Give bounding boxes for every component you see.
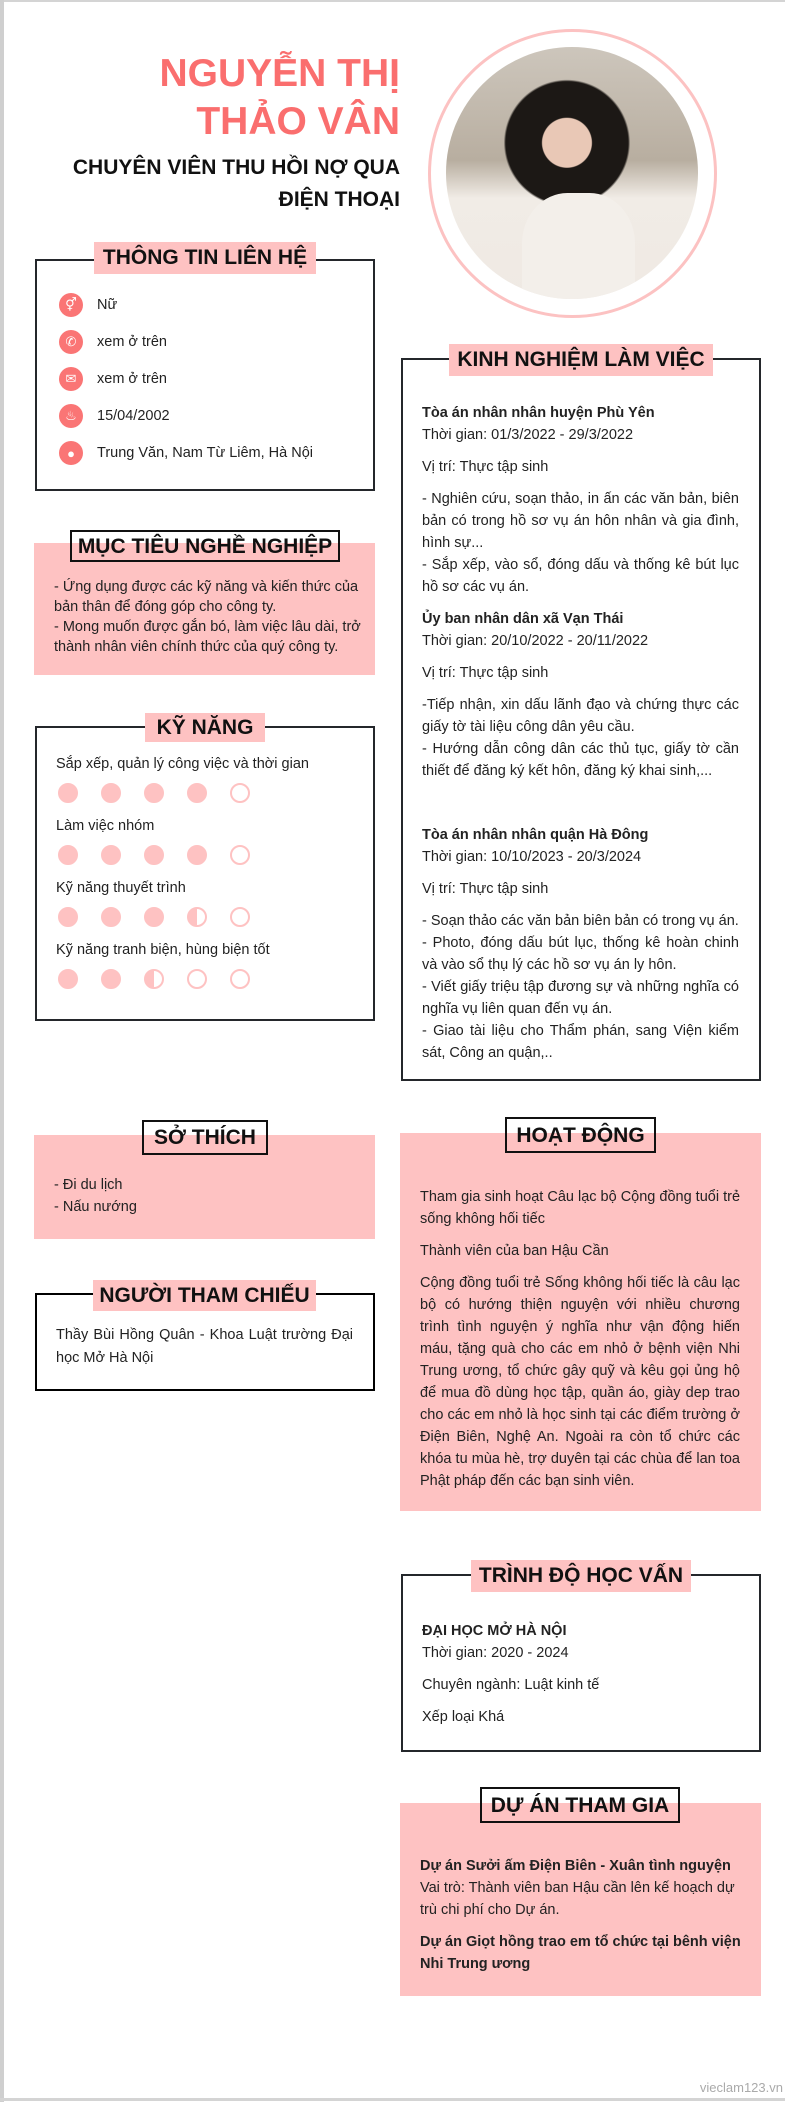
rating-dot (101, 907, 121, 927)
projects-heading: DỰ ÁN THAM GIA (480, 1787, 680, 1823)
experience-heading: KINH NGHIỆM LÀM VIỆC (449, 344, 713, 376)
references-heading: NGƯỜI THAM CHIẾU (93, 1280, 316, 1311)
gender-icon: ⚥ (59, 293, 83, 317)
rating-dot (101, 783, 121, 803)
rating-dot (230, 845, 250, 865)
phone-icon: ✆ (59, 330, 83, 354)
job-desc: - Hướng dẫn công dân các thủ tục, giấy tờ cần thiết để đăng ký kết hôn, đăng ký khai sinh,... (422, 741, 739, 779)
job-desc: - Giao tài liệu cho Thẩm phán, sang Viện kiểm sát, Công an quận,.. (422, 1023, 739, 1061)
objective-text (54, 577, 364, 657)
skills-heading: KỸ NĂNG (145, 713, 265, 742)
activity-paragraph: Cộng đồng tuổi trẻ Sống không hối tiếc là câu lạc bộ có hướng thiện nguyện với nhiều chương trình tình nguyện ý nghĩa như vận động hiến máu, tặng quà cho các em nhỏ ở bệnh viện Nhi Trung ương, tổ chức gây quỹ và kêu gọi ủng hộ để mua đồ dùng học tập, quần áo, giày dep trao cho các em nhỏ là học sinh tại các điểm trường ở Điện Biên, Nghệ An. Ngoài ra còn tổ chức các khóa tu mùa hè, trợ duyên tại các chùa để lan toa Phật pháp đến các bạn sinh viên. (420, 1275, 740, 1489)
skill-rating (58, 969, 250, 989)
rating-dot (101, 845, 121, 865)
rating-dot (230, 907, 250, 927)
job-desc: - Soạn thảo các văn bản biên bản có trong vụ án. (422, 913, 739, 929)
project-title: Dự án Sưởi ấm Điện Biên - Xuân tình nguyện (420, 1858, 731, 1874)
rating-dot (144, 969, 164, 989)
education-major: Chuyên ngành: Luật kinh tế (422, 1677, 600, 1693)
job-time: Thời gian: 10/10/2023 - 20/3/2024 (422, 849, 642, 865)
contact-email: ✉ xem ở trên (59, 366, 167, 392)
hobby-item: - Đi du lịch (54, 1177, 123, 1193)
school-name: ĐẠI HỌC MỞ HÀ NỘI (422, 1623, 567, 1639)
job-position: Vị trí: Thực tập sinh (422, 665, 549, 681)
job-org: Ủy ban nhân dân xã Vạn Thái (422, 611, 624, 627)
skill-rating (58, 783, 250, 803)
rating-dot (230, 783, 250, 803)
skill-rating (58, 907, 250, 927)
skill-label: Làm việc nhóm (56, 818, 155, 834)
objective-line: - Ứng dụng được các kỹ năng và kiến thức của bản thân để đóng góp cho công ty. (54, 579, 359, 615)
job-desc: - Viết giấy triệu tập đương sự và những nghĩa có nghĩa vụ liên quan đến vụ án. (422, 979, 739, 1017)
skill-label: Kỹ năng tranh biện, hùng biện tốt (56, 942, 270, 958)
education-grade: Xếp loại Khá (422, 1709, 505, 1725)
projects-list (420, 1855, 742, 1975)
education-details (422, 1620, 739, 1728)
education-time: Thời gian: 2020 - 2024 (422, 1645, 569, 1661)
avatar (446, 47, 698, 299)
candidate-name: NGUYỄN THỊ THẢO VÂN (159, 52, 400, 143)
job-title: CHUYÊN VIÊN THU HỒI NỢ QUA ĐIỆN THOẠI (72, 156, 400, 211)
rating-dot (144, 845, 164, 865)
activity-paragraph: Tham gia sinh hoạt Câu lạc bộ Cộng đồng tuổi trẻ sống không hối tiếc (420, 1189, 741, 1227)
objective-heading: MỤC TIÊU NGHỀ NGHIỆP (70, 530, 340, 562)
job-desc: -Tiếp nhận, xin dấu lãnh đạo và chứng thực các giấy tờ tài liệu công dân yêu cầu. (422, 697, 739, 735)
job-desc: - Nghiên cứu, soạn thảo, in ấn các văn bản, biên bản có trong hồ sơ vụ án hôn nhân và gia đình, hình sự... (422, 491, 739, 551)
skill-label: Kỹ năng thuyết trình (56, 880, 186, 896)
job-position: Vị trí: Thực tập sinh (422, 881, 549, 897)
job-org: Tòa án nhân nhân quận Hà Đông (422, 827, 649, 843)
job-entry (422, 608, 739, 782)
job-entry (422, 824, 739, 1064)
watermark: vieclam123.vn (699, 2080, 783, 2095)
contact-phone: ✆ xem ở trên (59, 329, 167, 355)
location-icon: ● (59, 441, 83, 465)
objective-line: - Mong muốn được gắn bó, làm việc lâu dài, trở thành nhân viên chính thức của quý công ty. (54, 619, 361, 655)
contact-birthday: ♨ 15/04/2002 (59, 403, 170, 429)
job-desc: - Photo, đóng dấu bút lục, thống kê hoàn chinh và vào sổ thụ lý các hồ sơ vụ án ly hôn. (422, 935, 739, 973)
rating-dot (187, 969, 207, 989)
contact-gender: ⚥ Nữ (59, 292, 117, 318)
project-title: Dự án Giọt hồng trao em tổ chức tại bênh viện Nhi Trung ương (420, 1934, 741, 1972)
rating-dot (187, 783, 207, 803)
rating-dot (58, 969, 78, 989)
hobbies-heading: SỞ THÍCH (142, 1120, 268, 1155)
contact-address: ● Trung Văn, Nam Từ Liêm, Hà Nội (59, 440, 313, 466)
rating-dot (187, 845, 207, 865)
job-org: Tòa án nhân nhân huyện Phù Yên (422, 405, 655, 421)
page-top-border (0, 0, 785, 2)
contact-heading: THÔNG TIN LIÊN HỆ (94, 242, 316, 274)
birthday-cake-icon: ♨ (59, 404, 83, 428)
experience-list (422, 402, 739, 1064)
rating-dot (144, 907, 164, 927)
activity-paragraph: Thành viên của ban Hậu Cần (420, 1243, 609, 1259)
rating-dot (101, 969, 121, 989)
reference-text: Thầy Bùi Hồng Quân - Khoa Luật trường Đại học Mở Hà Nội (56, 1327, 353, 1366)
job-time: Thời gian: 01/3/2022 - 29/3/2022 (422, 427, 634, 443)
activities-heading: HOẠT ĐỘNG (505, 1117, 656, 1153)
rating-dot (187, 907, 207, 927)
rating-dot (144, 783, 164, 803)
rating-dot (58, 845, 78, 865)
project-role: Vai trò: Thành viên ban Hậu cần lên kế hoạch dự trù chi phí cho Dự án. (420, 1880, 735, 1918)
hobby-item: - Nấu nướng (54, 1199, 137, 1215)
page-left-border (0, 0, 4, 2102)
skill-rating (58, 845, 250, 865)
hobbies-list (54, 1174, 137, 1218)
education-heading: TRÌNH ĐỘ HỌC VẤN (471, 1560, 691, 1592)
skill-label: Sắp xếp, quản lý công việc và thời gian (56, 756, 309, 772)
job-time: Thời gian: 20/10/2022 - 20/11/2022 (422, 633, 649, 649)
page-bottom-border (0, 2098, 785, 2101)
job-position: Vị trí: Thực tập sinh (422, 459, 549, 475)
rating-dot (58, 907, 78, 927)
email-icon: ✉ (59, 367, 83, 391)
job-entry (422, 402, 739, 598)
rating-dot (230, 969, 250, 989)
activities-text (420, 1186, 740, 1492)
job-desc: - Sắp xếp, vào sổ, đóng dấu và thống kê bút lục hồ sơ các vụ án. (422, 557, 739, 595)
rating-dot (58, 783, 78, 803)
